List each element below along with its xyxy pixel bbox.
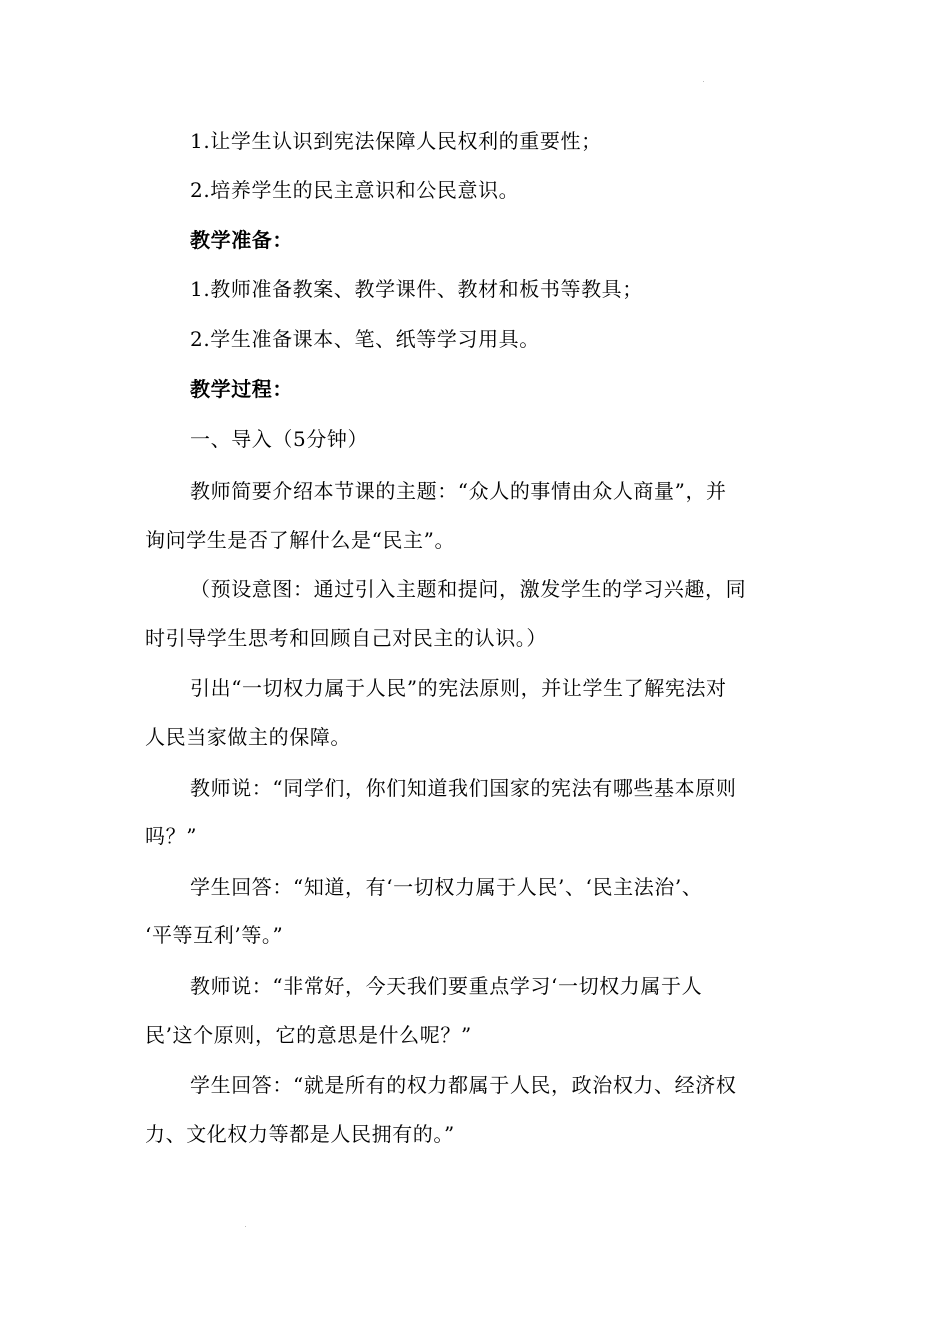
dialogue-student-2-line-2: 力、文化权力等都是人民拥有的。”: [145, 1122, 455, 1146]
dialogue-teacher-2-line-2: 民’这个原则，它的意思是什么呢？”: [145, 1023, 472, 1047]
preparation-item-2: 2.学生准备课本、笔、纸等学习用具。: [190, 327, 540, 351]
dialogue-student-1-line-2: ‘平等互利’等。”: [145, 923, 284, 947]
objective-1: 1.让学生认识到宪法保障人民权利的重要性；: [190, 129, 602, 153]
dialogue-student-1-line-1: 学生回答：“知道，有‘一切权力属于人民’、‘民主法治’、: [190, 875, 703, 899]
dialogue-teacher-2-line-1: 教师说：“非常好，今天我们要重点学习‘一切权力属于人: [190, 974, 703, 998]
objective-2: 2.培养学生的民主意识和公民意识。: [190, 178, 520, 202]
paragraph-principle-line-2: 人民当家做主的保障。: [145, 725, 351, 749]
preparation-heading: 教学准备：: [190, 228, 293, 252]
page-speck-top: [703, 81, 704, 82]
dialogue-student-2-line-1: 学生回答：“就是所有的权力都属于人民，政治权力、经济权: [190, 1073, 737, 1097]
dialogue-teacher-1-line-2: 吗？”: [145, 824, 198, 848]
process-heading: 教学过程：: [190, 377, 293, 401]
preparation-item-1: 1.教师准备教案、教学课件、教材和板书等教具；: [190, 277, 643, 301]
dialogue-teacher-1-line-1: 教师说：“同学们，你们知道我们国家的宪法有哪些基本原则: [190, 776, 737, 800]
paragraph-intent-line-1: （预设意图：通过引入主题和提问，激发学生的学习兴趣，同: [190, 577, 747, 601]
section-1-title: 一、导入（5分钟）: [190, 427, 369, 451]
paragraph-intro-line-1: 教师简要介绍本节课的主题：“众人的事情由众人商量”，并: [190, 479, 727, 503]
paragraph-intent-line-2: 时引导学生思考和回顾自己对民主的认识。）: [145, 626, 547, 650]
paragraph-principle-line-1: 引出“一切权力属于人民”的宪法原则，并让学生了解宪法对: [190, 676, 727, 700]
page-speck-bottom: [245, 1226, 246, 1227]
paragraph-intro-line-2: 询问学生是否了解什么是“民主”。: [145, 528, 456, 552]
